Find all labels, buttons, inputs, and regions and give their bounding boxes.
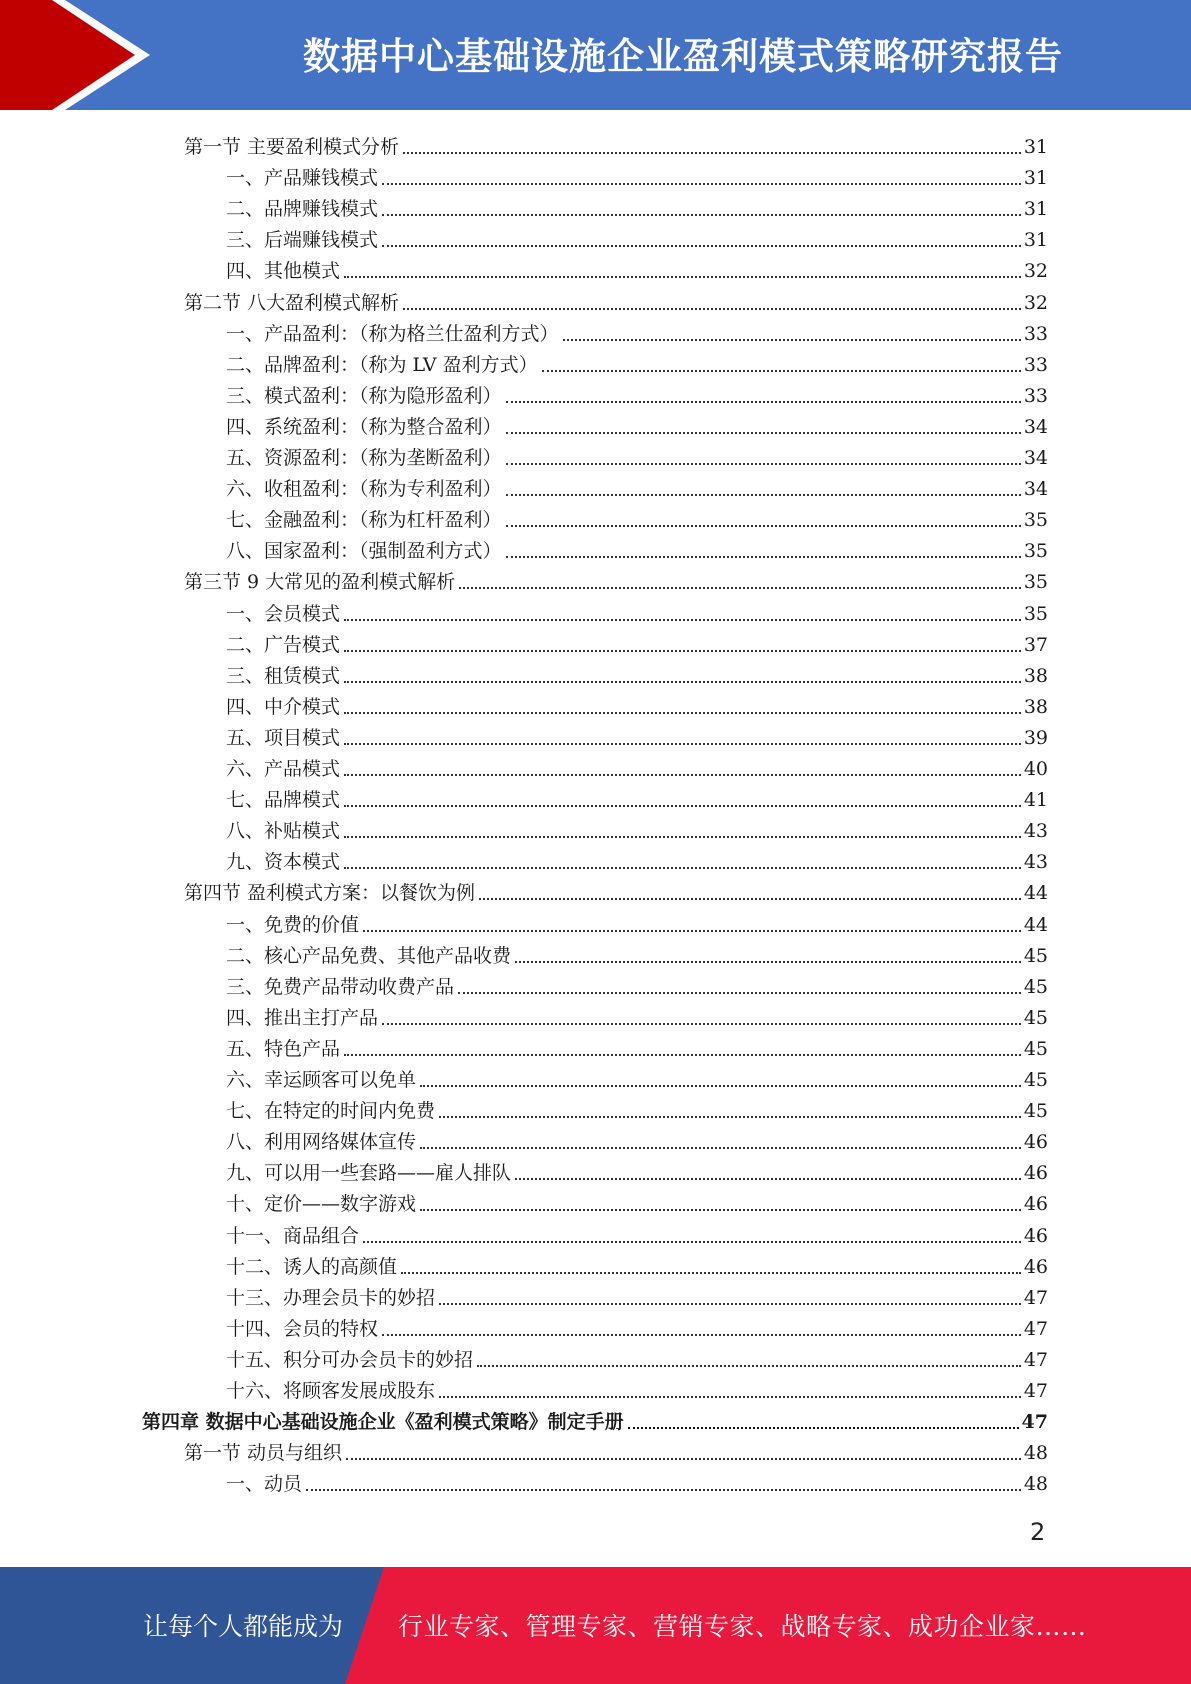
toc-entry-page: 47 [1023, 1286, 1048, 1309]
toc-dot-leader [506, 556, 1021, 558]
toc-dot-leader [344, 1054, 1021, 1056]
header-banner [0, 0, 1191, 110]
toc-entry-page: 46 [1023, 1224, 1048, 1247]
toc-dot-leader [344, 619, 1021, 621]
toc-entry[interactable] [226, 1372, 1048, 1403]
toc-entry-page: 46 [1023, 1131, 1048, 1154]
toc-entry-label: 五、特色产品 [226, 1037, 341, 1060]
toc-dot-leader [382, 245, 1021, 247]
toc-entry-page: 31 [1023, 198, 1048, 221]
toc-entry-label: 十五、积分可办会员卡的妙招 [226, 1348, 474, 1371]
toc-entry-page: 38 [1023, 664, 1048, 687]
toc-entry-label: 一、免费的价值 [226, 913, 360, 936]
toc-entry-label: 二、广告模式 [226, 633, 341, 656]
toc-entry[interactable] [226, 937, 1048, 968]
toc-dot-leader [382, 214, 1021, 216]
toc-entry-page: 45 [1023, 1006, 1048, 1029]
toc-dot-leader [382, 183, 1021, 185]
toc-dot-leader [506, 525, 1021, 527]
toc-dot-leader [506, 463, 1021, 465]
toc-entry-label: 九、资本模式 [226, 851, 341, 874]
toc-entry-label: 六、幸运顾客可以免单 [226, 1069, 417, 1091]
toc-entry[interactable] [226, 501, 1048, 532]
toc-dot-leader [459, 587, 1021, 589]
toc-entry-page: 35 [1023, 540, 1048, 563]
toc-entry-page: 44 [1023, 882, 1048, 905]
toc-dot-leader [439, 1116, 1021, 1118]
toc-entry[interactable] [184, 1434, 1048, 1465]
toc-dot-leader [346, 1458, 1021, 1460]
toc-entry[interactable] [226, 315, 1048, 346]
toc-entry-page: 31 [1023, 136, 1048, 158]
toc-entry-page: 35 [1023, 509, 1048, 532]
toc-dot-leader [403, 152, 1021, 154]
toc-dot-leader [344, 681, 1021, 683]
toc-entry-label: 十六、将顾客发展成股东 [226, 1380, 436, 1402]
toc-dot-leader [363, 1241, 1021, 1243]
toc-entry-label: 十三、办理会员卡的妙招 [226, 1286, 436, 1309]
footer-slogan-right: 行业专家、管理专家、营销专家、战略专家、成功企业家…… [398, 1612, 1087, 1641]
toc-dot-leader [439, 1303, 1021, 1305]
toc-entry-label: 二、核心产品免费、其他产品收费 [226, 944, 512, 967]
toc-entry-label: 一、动员 [226, 1473, 303, 1496]
toc-entry[interactable] [226, 408, 1048, 439]
toc-dot-leader [344, 836, 1021, 838]
toc-entry-label: 八、补贴模式 [226, 820, 341, 843]
toc-entry-page: 46 [1023, 1162, 1048, 1185]
toc-entry[interactable] [184, 874, 1048, 905]
toc-dot-leader [563, 339, 1021, 341]
toc-entry-label: 八、利用网络媒体宣传 [226, 1131, 417, 1154]
toc-dot-leader [506, 432, 1021, 434]
toc-entry[interactable] [226, 688, 1048, 719]
toc-dot-leader [479, 898, 1021, 900]
toc-entry-page: 31 [1023, 229, 1048, 252]
toc-dot-leader [344, 774, 1021, 776]
toc-entry[interactable] [226, 1123, 1048, 1154]
toc-entry[interactable] [226, 346, 1048, 377]
toc-entry-page: 35 [1023, 602, 1048, 625]
toc-entry[interactable] [226, 595, 1048, 626]
toc-entry-page: 41 [1023, 789, 1048, 812]
toc-dot-leader [363, 930, 1021, 932]
toc-entry-page: 39 [1023, 726, 1048, 749]
toc-entry-label: 五、资源盈利：（称为垄断盈利） [226, 447, 502, 469]
toc-entry[interactable] [226, 377, 1048, 408]
toc-entry[interactable] [184, 563, 1048, 594]
toc-entry-label: 二、品牌盈利：（称为 LV 盈利方式） [226, 353, 538, 376]
toc-dot-leader [403, 308, 1021, 310]
toc-entry-label: 八、国家盈利：（强制盈利方式） [226, 540, 502, 563]
toc-entry-label: 九、可以用一些套路——雇人排队 [226, 1162, 512, 1185]
toc-entry-page: 45 [1023, 975, 1048, 998]
toc-entry[interactable] [226, 190, 1048, 221]
toc-entry[interactable] [226, 1217, 1048, 1248]
toc-entry-label: 二、品牌赚钱模式 [226, 198, 379, 221]
toc-entry-label: 四、系统盈利：（称为整合盈利） [226, 415, 502, 438]
toc-entry-page: 46 [1023, 1255, 1048, 1278]
toc-entry-page: 35 [1023, 571, 1048, 594]
toc-entry-page: 47 [1023, 1348, 1048, 1371]
toc-dot-leader [458, 992, 1021, 994]
toc-entry-label: 第四章 数据中心基础设施企业《盈利模式策略》制定手册 [142, 1411, 624, 1434]
toc-entry[interactable] [226, 1279, 1048, 1310]
toc-entry-label: 十四、会员的特权 [226, 1317, 379, 1340]
toc-entry[interactable] [226, 626, 1048, 657]
toc-entry-label: 十、定价——数字游戏 [226, 1193, 417, 1216]
toc-entry[interactable] [226, 1185, 1048, 1216]
toc-dot-leader [382, 1023, 1021, 1025]
toc-entry-page: 47 [1023, 1317, 1048, 1340]
toc-dot-leader [344, 712, 1021, 714]
toc-dot-leader [515, 1178, 1021, 1180]
toc-entry[interactable] [226, 1061, 1048, 1092]
toc-entry-label: 第四节 盈利模式方案：以餐饮为例 [184, 882, 476, 905]
toc-entry[interactable] [226, 221, 1048, 252]
toc-entry[interactable] [226, 750, 1048, 781]
toc-entry-label: 三、租赁模式 [226, 664, 341, 687]
toc-dot-leader [542, 370, 1021, 372]
toc-entry-label: 十二、诱人的高颜值 [226, 1255, 398, 1278]
toc-entry-label: 十一、商品组合 [226, 1224, 360, 1247]
toc-entry[interactable] [226, 470, 1048, 501]
toc-dot-leader [506, 494, 1021, 496]
toc-entry-page: 47 [1021, 1411, 1048, 1434]
toc-dot-leader [344, 650, 1021, 652]
toc-entry-label: 六、产品模式 [226, 758, 341, 780]
toc-entry-page: 45 [1023, 1100, 1048, 1123]
toc-entry-page: 45 [1023, 1069, 1048, 1091]
toc-entry-page: 34 [1023, 478, 1048, 501]
toc-entry[interactable] [226, 999, 1048, 1030]
toc-dot-leader [420, 1085, 1021, 1087]
toc-entry[interactable] [226, 1310, 1048, 1341]
toc-entry[interactable] [226, 532, 1048, 563]
toc-entry-label: 一、会员模式 [226, 602, 341, 625]
toc-entry-label: 第一节 动员与组织 [184, 1442, 343, 1465]
toc-entry-label: 四、中介模式 [226, 695, 341, 718]
toc-dot-leader [344, 867, 1021, 869]
toc-dot-leader [420, 1147, 1021, 1149]
toc-entry-page: 43 [1023, 820, 1048, 843]
toc-entry-label: 第三节 9 大常见的盈利模式解析 [184, 571, 456, 594]
toc-entry-page: 48 [1023, 1442, 1048, 1465]
footer-banner [0, 1567, 1191, 1684]
toc-entry-label: 四、其他模式 [226, 260, 341, 283]
toc-dot-leader [439, 1396, 1021, 1398]
toc-entry-label: 三、免费产品带动收费产品 [226, 975, 455, 998]
toc-entry-page: 31 [1023, 167, 1048, 190]
toc-dot-leader [401, 1272, 1021, 1274]
toc-entry[interactable] [226, 843, 1048, 874]
toc-entry[interactable] [226, 719, 1048, 750]
toc-entry[interactable] [226, 1248, 1048, 1279]
toc-entry-label: 一、产品盈利：（称为格兰仕盈利方式） [226, 322, 559, 345]
toc-dot-leader [515, 961, 1021, 963]
toc-dot-leader [344, 276, 1021, 278]
toc-dot-leader [306, 1489, 1021, 1491]
toc-entry[interactable] [226, 1030, 1048, 1061]
toc-entry[interactable] [226, 439, 1048, 470]
toc-entry[interactable] [226, 812, 1048, 843]
toc-entry-page: 45 [1023, 944, 1048, 967]
toc-entry-label: 一、产品赚钱模式 [226, 167, 379, 190]
toc-entry[interactable] [226, 1092, 1048, 1123]
toc-entry-page: 37 [1023, 633, 1048, 656]
toc-entry-page: 32 [1023, 260, 1048, 283]
toc-entry[interactable] [226, 657, 1048, 688]
toc-dot-leader [477, 1365, 1021, 1367]
toc-entry-label: 四、推出主打产品 [226, 1006, 379, 1029]
toc-entry[interactable] [226, 252, 1048, 283]
toc-entry-page: 46 [1023, 1193, 1048, 1216]
toc-entry-label: 第一节 主要盈利模式分析 [184, 136, 400, 158]
toc-entry[interactable] [184, 128, 1048, 159]
toc-entry-label: 五、项目模式 [226, 726, 341, 749]
toc-entry-label: 七、品牌模式 [226, 789, 341, 812]
footer-slogan-left: 让每个人都能成为 [143, 1612, 344, 1641]
toc-dot-leader [420, 1209, 1021, 1211]
toc-entry-page: 38 [1023, 695, 1048, 718]
page-number: 2 [1030, 1518, 1046, 1546]
toc-entry[interactable] [226, 1154, 1048, 1185]
toc-dot-leader [382, 1334, 1021, 1336]
toc-entry-page: 44 [1023, 913, 1048, 936]
toc-dot-leader [344, 743, 1021, 745]
toc-entry-label: 七、金融盈利：（称为杠杆盈利） [226, 509, 502, 532]
toc-entry-label: 三、后端赚钱模式 [226, 229, 379, 252]
toc-entry-page: 48 [1023, 1473, 1048, 1496]
toc-entry-label: 六、收租盈利：（称为专利盈利） [226, 478, 502, 501]
toc-entry-page: 47 [1023, 1380, 1048, 1402]
toc-dot-leader [628, 1427, 1019, 1429]
toc-entry[interactable] [226, 159, 1048, 190]
toc-entry-page: 33 [1023, 384, 1048, 407]
toc-entry[interactable] [226, 906, 1048, 937]
toc-entry-page: 32 [1023, 291, 1048, 314]
toc-dot-leader [506, 401, 1021, 403]
toc-entry-page: 34 [1023, 447, 1048, 469]
toc-entry[interactable] [226, 781, 1048, 812]
toc-entry-label: 三、模式盈利：（称为隐形盈利） [226, 384, 502, 407]
toc-entry-page: 43 [1023, 851, 1048, 874]
toc-entry[interactable] [184, 284, 1048, 315]
toc-entry[interactable] [142, 1403, 1048, 1434]
toc-entry[interactable] [226, 968, 1048, 999]
toc-entry-page: 40 [1023, 758, 1048, 780]
toc-entry[interactable] [226, 1465, 1048, 1496]
toc-dot-leader [344, 805, 1021, 807]
toc-entry-label: 七、在特定的时间内免费 [226, 1100, 436, 1123]
toc-entry[interactable] [226, 1341, 1048, 1372]
toc-entry-page: 33 [1023, 353, 1048, 376]
toc-entry-page: 34 [1023, 415, 1048, 438]
toc-entry-page: 33 [1023, 322, 1048, 345]
toc-entry-page: 45 [1023, 1037, 1048, 1060]
document-title: 数据中心基础设施企业盈利模式策略研究报告 [303, 34, 1063, 78]
toc-entry-label: 第二节 八大盈利模式解析 [184, 291, 400, 314]
